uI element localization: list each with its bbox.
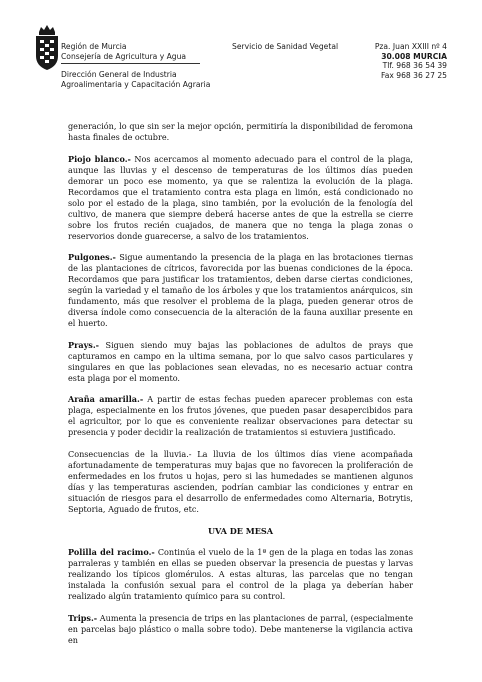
letterhead — [0, 0, 482, 110]
dept-line-1: Dirección General de Industria — [61, 70, 177, 79]
text-trips: Aumenta la presencia de trips en las plantaciones de parral, (especialmente en parcelas bajo plástico o malla sobre todo). Debe mantenerse la vigilancia activa en — [68, 612, 413, 645]
organization-block — [61, 42, 186, 62]
paragraph-pulgones — [68, 252, 413, 329]
heading-piojo-blanco: Piojo blanco.- — [68, 153, 131, 164]
document-body — [68, 121, 413, 656]
address-street: Pza. Juan XXIII nº 4 — [374, 42, 447, 51]
text-arana-amarilla: A partir de estas fechas pueden aparecer problemas con esta plaga, especialmente en los frutos jóvenes, que pueden pasar desapercibidos para el agricultor, por lo que es conveniente realizar observaciones para detectar su presencia y poder decidir la realización de tratamientos si estuviera justificado. — [68, 394, 413, 438]
address-fax: Fax 968 36 27 25 — [381, 70, 447, 80]
address-city: 30.008 MURCIA — [381, 51, 447, 61]
heading-pulgones: Pulgones.- — [68, 252, 116, 263]
text-polilla: Continúa el vuelo de la 1ª gen de la plaga en todas las zonas parraleras y también en ellas se pueden observar la presencia de puestas y larvas realizando los típicos glomérulos. A estas alturas, las parcelas que no tengan instalada la confusión sexual para el control de la plaga ya deberían haber realizado algún tratamiento químico para su control. — [68, 547, 413, 602]
section-title: UVA DE MESA — [207, 525, 274, 536]
paragraph-lluvia: Consecuencias de la lluvia.- La lluvia de los últimos días viene acompañada afortunadamente de temperaturas muy bajas que no favorecen la proliferación de enfermedades en los frutos u hojas, pero si las humedades se mantienen algunos días y las temperaturas ascienden, podrían cambiar las condiciones y entrar en situación de riesgos para el desarrollo de enfermedades como Alternaria, Botrytis, Septoria, Aguado de frutos, etc. — [68, 448, 413, 514]
text-prays: Siguen siendo muy bajas las poblaciones de adultos de prays que capturamos en campo en la ultima semana, por lo que salvo casos particulares y singulares en que las poblaciones sean elevadas, no es necesario actuar contra esta plaga por el momento. — [68, 339, 413, 383]
region-crest-logo — [33, 22, 61, 84]
text-piojo-blanco: Nos acercamos al momento adecuado para el control de la plaga, aunque las lluvias y el descenso de temperaturas de los últimos días pueden demorar un poco ese momento, ya que se ralentiza la evolución de la plaga. Recordamos que el tratamiento contra esta plaga en limón, está condicionado no solo por el estado de la plaga, sino también, por la evolución de la fenología del cultivo, de manera que siempre deberá hacerse antes de que la estrella se cierre sobre los frutos recién cuajados, de manera que no tenga la plaga zonas o reservorios donde guarecerse, a salvo de los tratamientos. — [68, 153, 413, 241]
address-block — [375, 42, 447, 80]
text-pulgones: Sigue aumentando la presencia de la plaga en las brotaciones tiernas de las plantaciones de cítricos, favorecida por las buenas condiciones de la época. Recordamos que para justificar los tratamientos, deben darse ciertas condiciones, según la variedad y el tamaño de los árboles y que los tratamientos anárquicos, sin fundamento, más que resolver el problema de la plaga, pueden generar otros de diversa índole como consecuencia de la alteración de la fauna auxiliar presente en el huerto. — [68, 252, 413, 329]
header-divider — [61, 63, 200, 64]
address-phone: Tlf. 968 36 54 39 — [382, 61, 447, 71]
heading-trips: Trips.- — [68, 612, 98, 623]
heading-arana-amarilla: Araña amarilla.- — [68, 394, 144, 405]
paragraph-arana-amarilla — [68, 394, 413, 438]
paragraph-piojo-blanco — [68, 154, 413, 242]
heading-prays: Prays.- — [68, 339, 100, 350]
dept-line-2: Agroalimentaria y Capacitación Agraria — [61, 80, 211, 89]
org-line-ministry: Consejería de Agricultura y Agua — [61, 52, 187, 61]
heading-polilla: Polilla del racimo.- — [68, 547, 155, 558]
paragraph-prays — [68, 340, 413, 384]
paragraph-intro: generación, lo que sin ser la mejor opción, permitiría la disponibilidad de feromona hasta finales de octubre. — [68, 121, 413, 142]
paragraph-polilla — [68, 547, 413, 602]
department-block — [61, 70, 210, 90]
service-name: Servicio de Sanidad Vegetal — [232, 42, 339, 51]
org-line-region: Región de Murcia — [61, 42, 127, 51]
paragraph-trips — [68, 613, 413, 646]
